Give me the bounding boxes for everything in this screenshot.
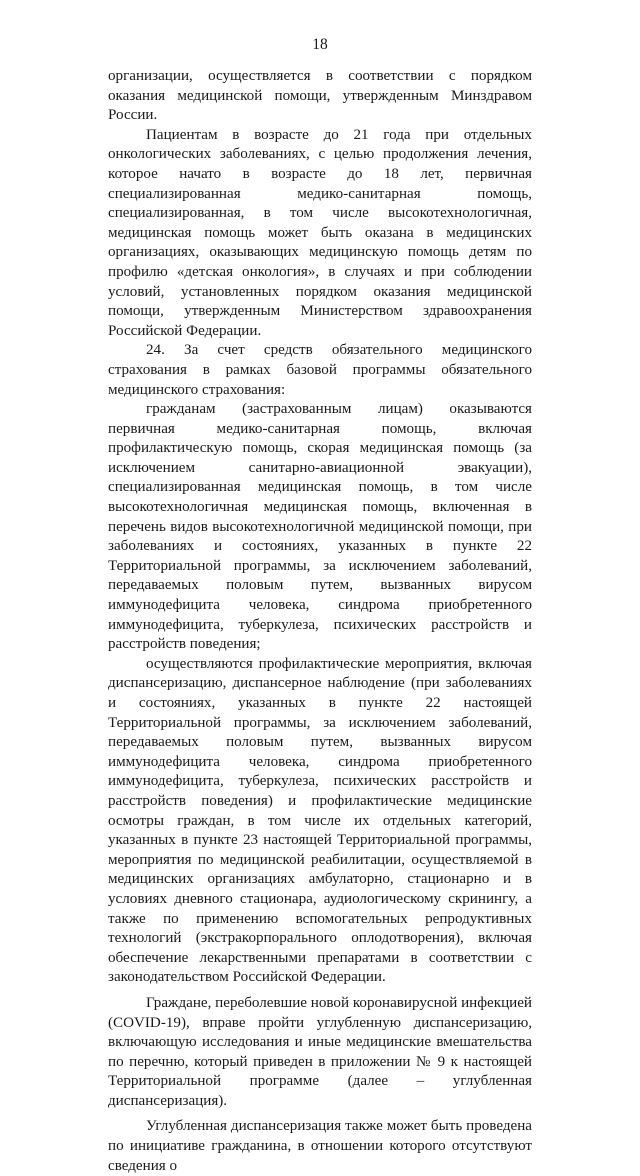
paragraph-oncology-patients: Пациентам в возрасте до 21 года при отдельных онкологических заболеваниях, с целью продолжения лечения, которое начато в возрасте до 18 лет, первичная специализированная медико-санитарная помощь, специализированная, в том числе высокотехнологичная, медицинская помощь может быть оказана в медицинских организациях, оказывающих медицинскую помощь детям по профилю «детская онкология», в случаях и при соблюдении условий, установленных порядком оказания медицинской помощи, утвержденным Министерством здравоохранения Российской Федерации. [108,126,532,339]
paragraph-covid-citizens: Граждане, переболевшие новой коронавирусной инфекцией (COVID-19), вправе пройти углубленную диспансеризацию, включающую исследования и иные медицинские вмешательства по перечню, который приведен в приложении № 9 к настоящей Территориальной программе (далее – углубленная диспансеризация). [108,994,532,1109]
paragraph-in-depth-screening: Углубленная диспансеризация также может быть проведена по инициативе гражданина, в отношении которого отсутствуют сведения о [108,1118,532,1174]
paragraph-preventive-measures: осуществляются профилактические мероприятия, включая диспансеризацию, диспансерное наблюдение (при заболеваниях и состояниях, указанных в пункте 22 настоящей Территориальной программы, за исключением заболеваний, передаваемых половым путем, вызванных вирусом иммунодефицита человека, синдрома приобретенного иммунодефицита, туберкулеза, психических расстройств и расстройств поведения) и профилактические медицинские осмотры граждан, в том числе их отдельных категорий, указанных в пункте 23 настоящей Территориальной программы, мероприятия по медицинской реабилитации, осуществляемой в медицинских организациях амбулаторно, стационарно и в условиях дневного стационара, аудиологическому скринингу, а также по применению вспомогательных репродуктивных технологий (экстракорпорального оплодотворения), включая обеспечение лекарственными препаратами в соответствии с законодательством Российской Федерации. [108,655,532,986]
paragraph-item-24: 24. За счет средств обязательного медицинского страхования в рамках базовой программы обязательного медицинского страхования: [108,342,532,398]
document-body [108,67,532,1176]
paragraph-continuation: организации, осуществляется в соответствии с порядком оказания медицинской помощи, утвержденным Минздравом России. [108,68,532,124]
paragraph-insured-citizens: гражданам (застрахованным лицам) оказываются первичная медико-санитарная помощь, включая профилактическую помощь, скорая медицинская помощь (за исключением санитарно-авиационной эвакуации), специализированная медицинская помощь, в том числе высокотехнологичная медицинская помощь, включенная в перечень видов высокотехнологичной медицинской помощи, при заболеваниях и состояниях, указанных в пункте 22 Территориальной программы, за исключением заболеваний, передаваемых половым путем, вызванных вирусом иммунодефицита человека, синдрома приобретенного иммунодефицита, туберкулеза, психических расстройств и расстройств поведения; [108,401,532,653]
page-number: 18 [312,36,328,53]
